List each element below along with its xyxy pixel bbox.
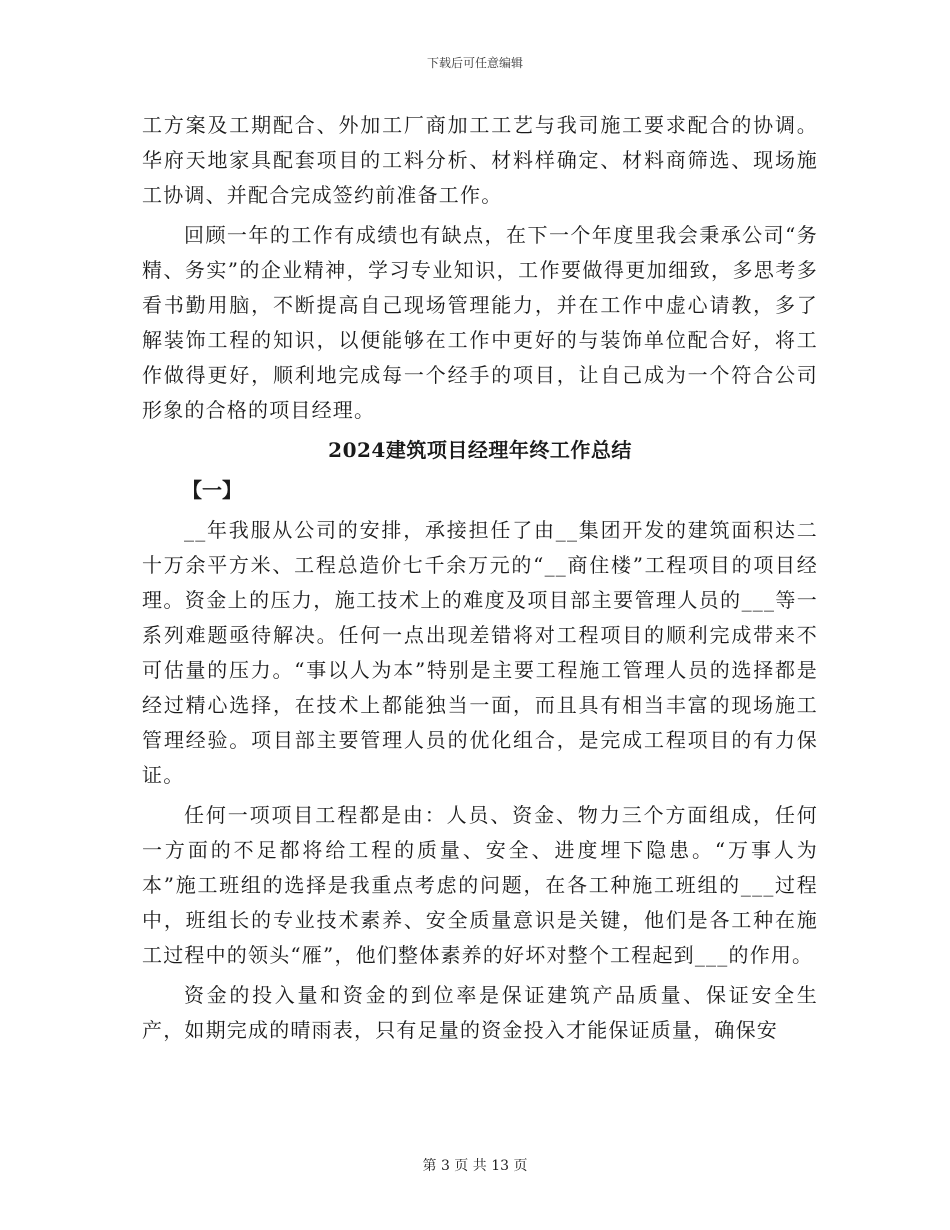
header-note: 下载后可任意编辑 (426, 56, 523, 70)
paragraph-continued: 工方案及工期配合、外加工厂商加工工艺与我司施工要求配合的协调。华府天地家具配套项目的工料分析、材料样确定、材料商筛选、现场施工协调、并配合完成签约前准备工作。 (142, 113, 818, 207)
section-marker: 【一】 (182, 478, 242, 502)
paragraph-project-intro: __年我服从公司的安排，承接担任了由__集团开发的建筑面积达二十万余平方米、工程总造价七千余万元的“__商住楼”工程项目的项目经理。资金上的压力，施工技术上的难度及项目部主要管理人员的___等一系列难题亟待解决。任何一点出现差错将对工程项目的顺利完成带来不可估量的压力。“事以人为本”特别是主要工程施工管理人员的选择都是经过精心选择，在技术上都能独当一面，而且具有相当丰富的现场施工管理经验。项目部主要管理人员的优化组合，是完成工程项目的有力保证。 (142, 518, 818, 787)
paragraph-resources: 任何一项项目工程都是由：人员、资金、物力三个方面组成，任何一方面的不足都将给工程的质量、安全、进度埋下隐患。“万事人为本”施工班组的选择是我重点考虑的问题，在各工种施工班组的___过程中，班组长的专业技术素养、安全质量意识是关键，他们是各工种在施工过程中的领头“雁”，他们整体素养的好坏对整个工程起到___的作用。 (142, 803, 818, 967)
section-title: 2024建筑项目经理年终工作总结 (328, 438, 632, 462)
page-number: 第 3 页 共 13 页 (422, 1158, 528, 1174)
paragraph-review: 回顾一年的工作有成绩也有缺点，在下一个年度里我会秉承公司“务精、务实”的企业精神，学习专业知识，工作要做得更加细致，多思考多看书勤用脑，不断提高自己现场管理能力，并在工作中虚心请教，多了解装饰工程的知识，以便能够在工作中更好的与装饰单位配合好，将工作做得更好，顺利地完成每一个经手的项目，让自己成为一个符合公司形象的合格的项目经理。 (142, 223, 818, 422)
paragraph-funding: 资金的投入量和资金的到位率是保证建筑产品质量、保证安全生产，如期完成的晴雨表，只有足量的资金投入才能保证质量，确保安 (142, 983, 818, 1042)
document-body (142, 108, 818, 1048)
